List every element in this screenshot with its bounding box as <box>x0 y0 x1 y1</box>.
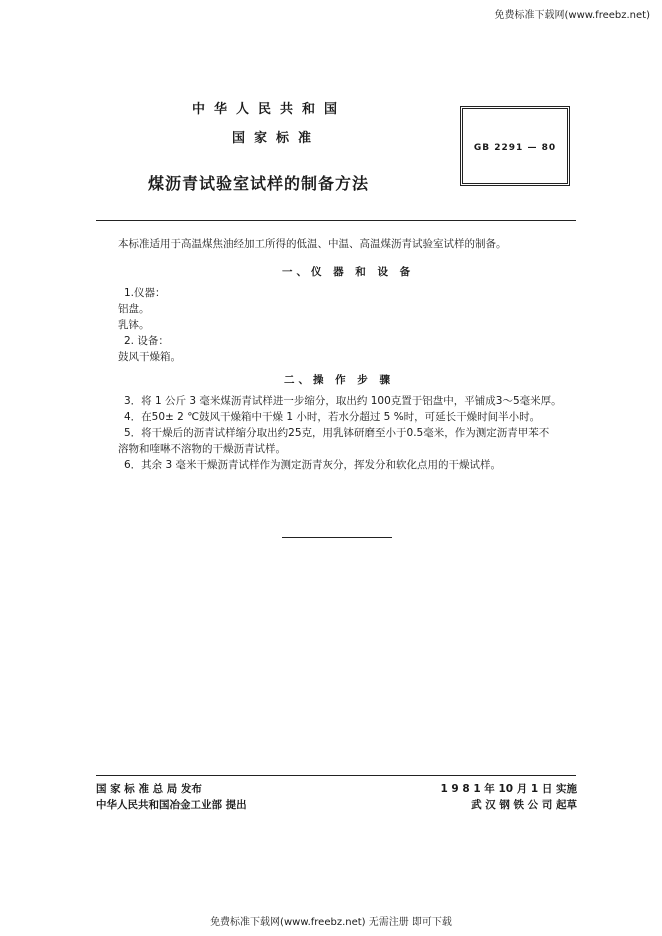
standard-number: GB 2291 — 80 <box>473 143 557 153</box>
proposer: 中华人民共和国冶金工业部 提出 <box>96 799 247 811</box>
scope-paragraph: 本标准适用于高温煤焦油经加工所得的低温、中温、高温煤沥青试验室试样的制备。 <box>118 238 507 250</box>
step-4: 4．在50± 2 ℃鼓风干燥箱中干燥 1 小时，若水分超过 5 %时，可延长干燥时间半小时。 <box>124 411 541 423</box>
section1-title: 一、仪 器 和 设 备 <box>282 266 415 278</box>
watermark-bottom: 免费标准下载网(www.freebz.net) 无需注册 即可下载 <box>210 917 452 928</box>
step-5-continued: 溶物和喹啉不溶物的干燥沥青试样。 <box>118 443 286 455</box>
document-title: 煤沥青试验室试样的制备方法 <box>148 174 370 193</box>
issuer: 国 家 标 准 总 局 发布 <box>96 783 202 795</box>
step-5: 5．将干燥后的沥青试样缩分取出约25克，用乳钵研磨至小于0.5毫米，作为测定沥青甲苯不 <box>124 427 550 439</box>
section1-item: 鼓风干燥箱。 <box>118 351 181 363</box>
section2-title: 二、操 作 步 骤 <box>284 374 394 386</box>
section1-item: 2. 设备： <box>124 335 169 347</box>
section1-item: 1.仪器： <box>124 287 166 299</box>
section1-item: 乳钵。 <box>118 319 150 331</box>
implementation-date: 1 9 8 1 年 10 月 1 日 实施 <box>440 783 577 795</box>
standard-number-box <box>460 106 570 186</box>
step-3: 3．将 1 公斤 3 毫米煤沥青试样进一步缩分，取出约 100克置于铝盘中，平铺成3～5毫米厚。 <box>124 395 562 407</box>
top-divider <box>96 220 576 221</box>
country-name: 中华人民共和国 <box>192 102 347 117</box>
standard-type: 国家标准 <box>232 131 321 146</box>
footer-divider <box>96 775 576 776</box>
section1-item: 铝盘。 <box>118 303 150 315</box>
end-of-text-line <box>282 537 392 538</box>
step-6: 6．其余 3 毫米干燥沥青试样作为测定沥青灰分，挥发分和软化点用的干燥试样。 <box>124 459 502 471</box>
watermark-top: 免费标准下载网(www.freebz.net) <box>494 10 650 21</box>
drafter: 武 汉 钢 铁 公 司 起草 <box>471 799 577 811</box>
